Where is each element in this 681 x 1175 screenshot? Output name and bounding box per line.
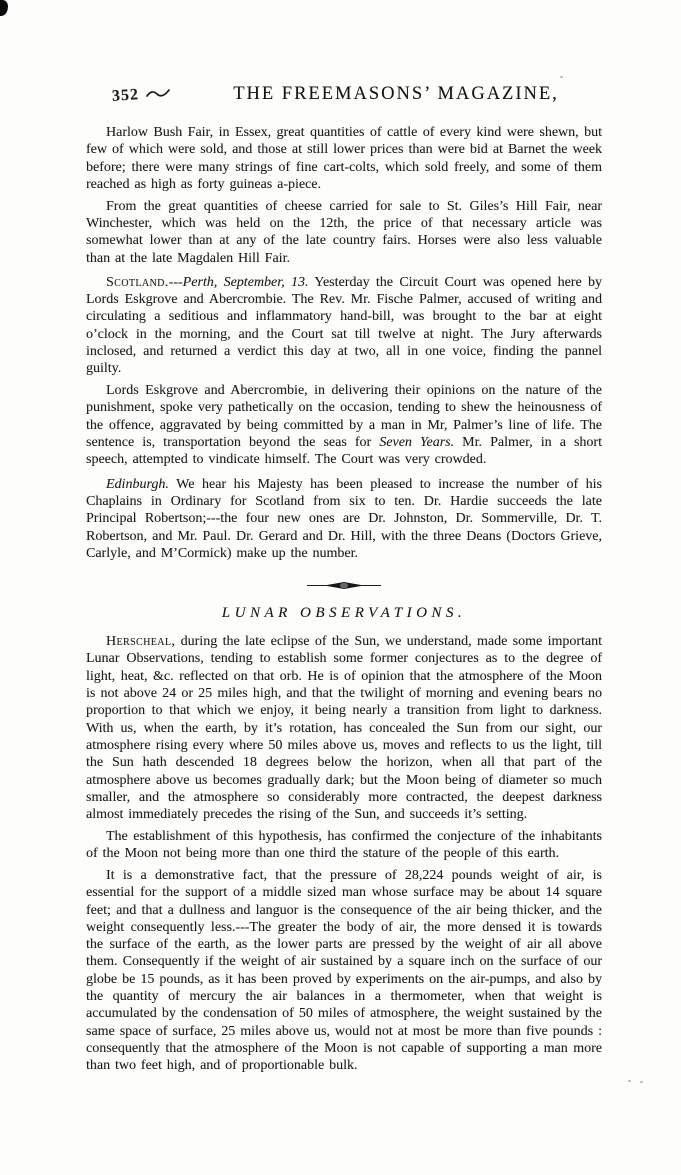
article-paragraph-hypothesis (86, 828, 602, 863)
text-segment: --- (168, 274, 183, 290)
page-content (86, 84, 602, 1079)
smallcaps-lead: Scotland. (106, 274, 169, 290)
text-segment: It is a demonstrative fact, that the pressure of 28,224 pounds weight of air, is essential for the support of a middle sized man whose surface may be about 14 square feet; and that a dullness and languor is the consequence of the air being thicker, and the weight consequently less.---The greater the body of air, the more densed it is towards the surface of the earth, as the lower parts are pressed by the weight of air all above them. Consequently if the weight of air sustained by a square inch on the surface of our globe be 15 pounds, as it has been proved by experiments on the air-pumps, and also by the quantity of mercury the air balances in a thermometer, when that weight is accumulated by the condensation of 50 miles of atmosphere, the weight sustained by the same space of surface, 25 miles above us, would not at most be more than five pounds : consequently that the atmosphere of the Moon is not capable of supporting a man more than two feet high, and of proportionable bulk. (86, 867, 602, 1074)
section-divider (86, 581, 602, 590)
text-segment: We hear his Majesty has been pleased to increase the number of his Chaplains in Ordinary for Scotland from six to ten. Dr. Hardie succeeds the late Principal Robertson;---the four new ones are Dr. Johnston, Dr. Sommerville, Dr. T. Robertson, and Mr. Paul. Dr. Gerard and Dr. Hill, with the three Deans (Doctors Grieve, Carlyle, and M’Cormick) make up the number. (86, 476, 602, 561)
smallcaps-lead: Herscheal, (106, 634, 176, 650)
article-section (86, 605, 602, 1074)
news-paragraph-scotland-court (86, 274, 602, 378)
scan-ink-artifact (0, 0, 8, 16)
news-section (86, 124, 602, 562)
page-header (86, 84, 602, 110)
news-paragraph-harlow-fair (86, 124, 602, 193)
text-segment: The establishment of this hypothesis, has confirmed the conjecture of the inhabitants of the Moon not being more than one third the stature of the people of this earth. (86, 828, 602, 862)
text-segment: during the late eclipse of the Sun, we understand, made some important Lunar Observations, tending to establish some former conjectures as to the degree of light, heat, &c. reflected on that orb. He is of opinion that the atmosphere of the Moon is not above 24 or 25 miles high, and that the twilight of morning and evening bears no proportion to that which we enjoy, it being nearly a transition from light to darkness. With us, when the earth, by it’s rotation, has concealed the Sun from our sight, our atmosphere rising every where 50 miles above us, moves and reflects to us the light, till the Sun hath descended 18 degrees below the horizon, when all that part of the atmosphere above us becomes gradually dark; but the Moon being of diameter so much smaller, and the atmosphere so considerably more contracted, the deepest darkness almost immediately precedes the rising of the Sun, and succeeds it’s setting. (86, 634, 602, 823)
ink-flourish-icon (146, 86, 170, 104)
masthead-title: THE FREEMASONS’ MAGAZINE, (233, 84, 559, 104)
scan-speck (640, 1081, 643, 1083)
text-segment: Lords Eskgrove and Abercrombie, in delivering their opinions on the nature of the punishment, spoke very pathetically on the occasion, tending to shew the heinousness of the offence, aggravated by being committed by a man in Mr, Palmer’s line of life. The sentence is, transportation beyond the seas for (86, 383, 602, 451)
italic-dateline: Edinburgh. (106, 476, 169, 492)
news-paragraph-sentence (86, 382, 602, 468)
text-segment: Yesterday the Circuit Court was opened here by Lords Eskgrove and Abercrombie. The Rev. Mr. Fische Palmer, accused of writing and circulating a seditious and inflammatory hand-bill, was brought to the bar at eight o’clock in the morning, and the Court sat till twelve at night. The Jury afterwards inclosed, and returned a verdict this day at two, all in one voice, finding the pannel guilty. (86, 274, 602, 377)
scan-speck (560, 76, 563, 78)
text-segment: Mr. Palmer, in a short speech, attempted to vindicate himself. The Court was very crowded. (86, 435, 602, 468)
text-segment: Harlow Bush Fair, in Essex, great quantities of cattle of every kind were shewn, but few of which were sold, and those at still lower prices than were bid at Barnet the week before; there were many strings of fine cart-colts, which sold freely, and some of them reached as high as forty guineas a-piece. (86, 125, 602, 192)
italic-phrase: Seven Years. (379, 435, 455, 451)
swelled-rule-icon (307, 581, 381, 590)
article-paragraph-air-pressure (86, 867, 602, 1075)
news-paragraph-edinburgh-chaplains (86, 476, 602, 562)
text-segment: From the great quantities of cheese carried for sale to St. Giles’s Hill Fair, near Winchester, which was held on the 12th, the price of that necessary article was somewhat lower than at any of the late country fairs. Horses were also less valuable than at the late Magdalen Hill Fair. (86, 198, 602, 266)
article-title: LUNAR OBSERVATIONS. (221, 605, 467, 622)
page-number: 352 (111, 86, 140, 105)
article-paragraph-herschel (86, 633, 602, 823)
scan-speck (628, 1080, 631, 1082)
news-paragraph-cheese-fair (86, 198, 602, 267)
italic-dateline: Perth, September, 13. (182, 274, 309, 290)
